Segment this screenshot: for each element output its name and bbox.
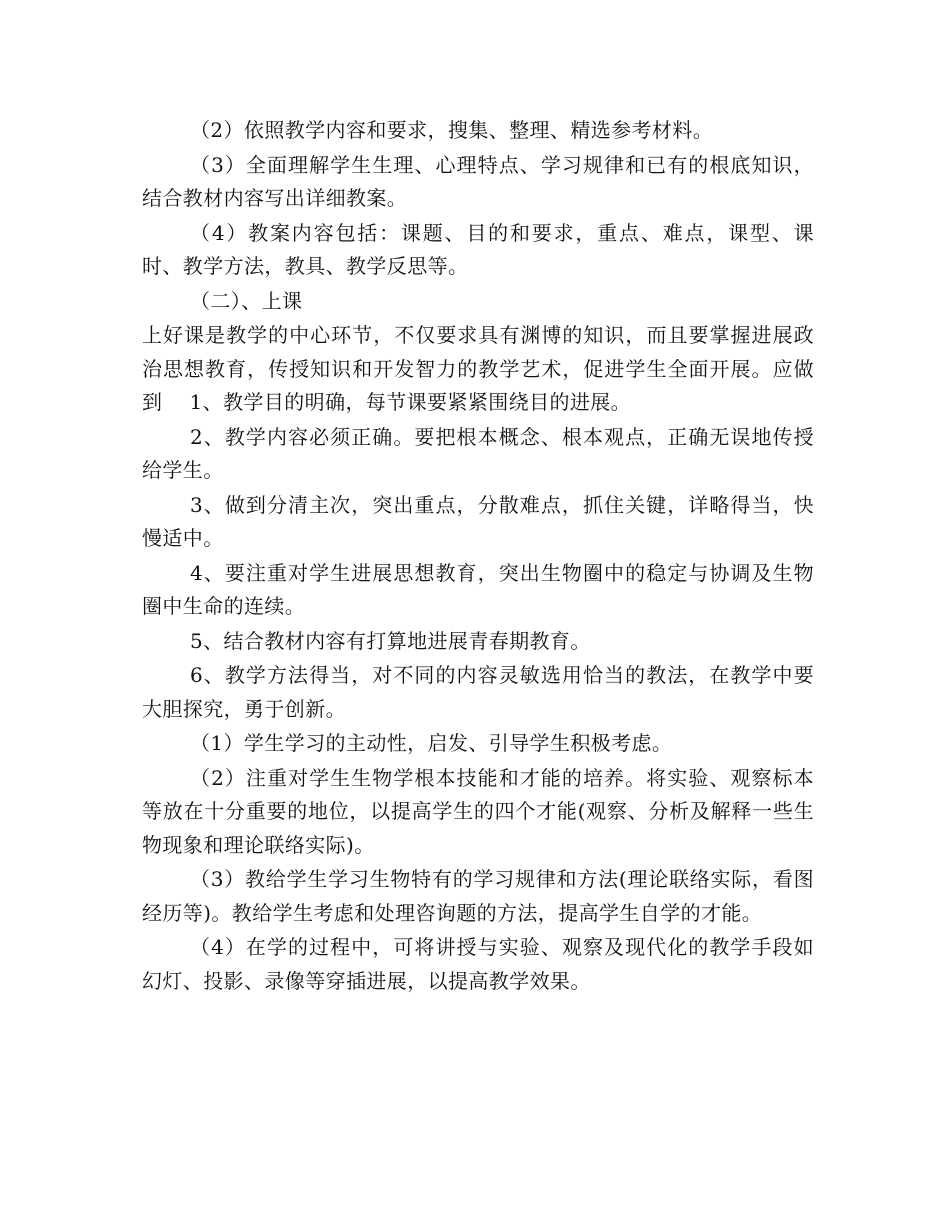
- paragraph-9: 5、结合教材内容有打算地进展青春期教育。: [190, 628, 591, 653]
- section-heading-class: （二）、上课: [190, 288, 303, 313]
- paragraph-14: （4）在学的过程中，可将讲授与实验、观察及现代化的教学手段如幻灯、投影、录像等穿插进展，以提高教学效果。: [142, 935, 814, 993]
- paragraph-8: 4、要注重对学生进展思想教育，突出生物圈中的稳定与协调及生物圈中生命的连续。: [142, 560, 814, 618]
- paragraph-2: （3）全面理解学生生理、心理特点、学习规律和已有的根底知识，结合教材内容写出详细教案。: [142, 152, 814, 210]
- paragraph-11: （1）学生学习的主动性，启发、引导学生积极考虑。: [190, 731, 673, 755]
- paragraph-3: （4）教案内容包括：课题、目的和要求，重点、难点，课型、课时、教学方法，教具、教学反思等。: [142, 220, 814, 278]
- paragraph-13: （3）教给学生学习生物特有的学习规律和方法(理论联络实际，看图经历等)。教给学生考虑和处理咨询题的方法，提高学生自学的才能。: [142, 867, 814, 925]
- paragraph-12: （2）注重对学生生物学根本技能和才能的培养。将实验、观察标本等放在十分重要的地位，以提高学生的四个才能(观察、分析及解释一些生物现象和理论联络实际)。: [142, 765, 814, 857]
- paragraph-1: （2）依照教学内容和要求，搜集、整理、精选参考材料。: [190, 118, 714, 142]
- paragraph-10: 6、教学方法得当，对不同的内容灵敏选用恰当的教法，在教学中要大胆探究，勇于创新。: [142, 663, 814, 721]
- paragraph-6: 2、教学内容必须正确。要把根本概念、根本观点，正确无误地传授给学生。: [142, 424, 814, 482]
- paragraph-7: 3、做到分清主次，突出重点，分散难点，抓住关键，详略得当，快慢适中。: [142, 492, 814, 550]
- document-body: [142, 114, 814, 999]
- paragraph-5: 上好课是教学的中心环节，不仅要求具有渊博的知识，而且要掌握进展政治思想教育，传授知识和开发智力的教学艺术，促进学生全面开展。应做到 1、教学目的明确，每节课要紧紧围绕目的进展。: [142, 323, 814, 414]
